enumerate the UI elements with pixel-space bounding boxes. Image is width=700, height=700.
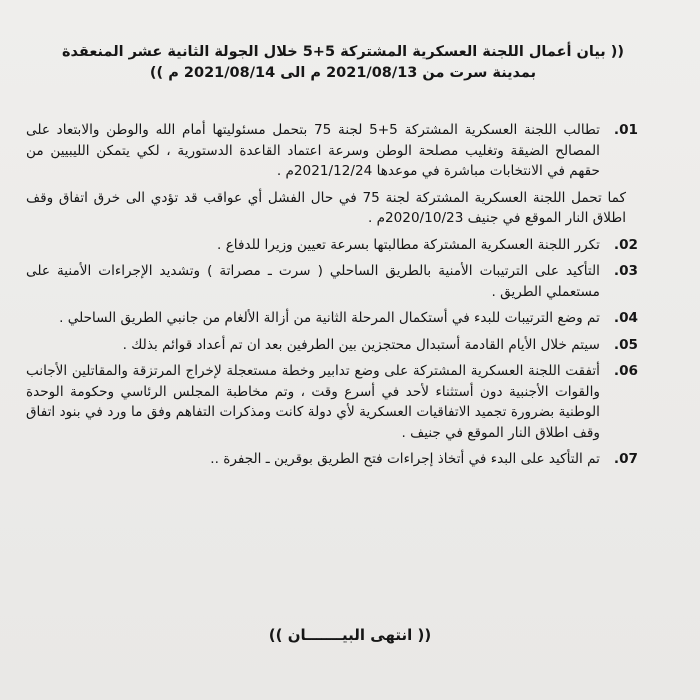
statement-item-05 <box>26 335 660 356</box>
item-text: سيتم خلال الأيام القادمة أستبدال محتجزين بين الطرفين بعد ان تم أعداد قوائم بذلك . <box>122 336 600 353</box>
item-number: .04 <box>613 310 638 326</box>
statement-item-07 <box>26 449 660 470</box>
statement-items <box>26 120 660 470</box>
item-text: تم التأكيد على البدء في أتخاذ إجراءات فتح الطريق بوقرين ـ الجفرة .. <box>210 451 600 467</box>
item-text: تطالب اللجنة العسكرية المشتركة 5+5 لجنة 75 بتحمل مسئوليتها أمام الله والوطن والابتعاد على المصالح الضيقة وتغليب مصلحة الوطن وسرعة اعتماد القاعدة الدستورية ، لكي يتمكن الليبيين من حقهم في الانتخابات مباشرة في موعدها 2021/12/24م . <box>26 122 600 179</box>
item-number: .07 <box>613 451 638 467</box>
statement-item-06 <box>26 361 660 443</box>
item-text: أتفقت اللجنة العسكرية المشتركة على وضع تدابير وخطة مستعجلة لإخراج المرتزقة والمقاتلين الأجانب والقوات الأجنبية دون أستثناء لأحد في أسرع وقت ، وتم مخاطبة المجلس الرئاسي وحكومة الوحدة الوطنية بضرورة تجميد الاتفاقيات العسكرية لأي دولة كانت ومذكرات التفاهم وفق ما ورد في بنود اتفاق وقف اطلاق النار الموقع في جنيف . <box>26 363 600 441</box>
statement-item-03 <box>26 261 660 302</box>
item-number: .02 <box>613 236 638 253</box>
statement-footer: (( انتهى البيـــــــان )) <box>268 626 432 644</box>
header-line-2: بمدينة سرت من 2021/08/13 م الى 2021/08/14 م )) <box>149 65 537 81</box>
statement-header <box>26 42 660 84</box>
item-text: التأكيد على الترتيبات الأمنية بالطريق الساحلي ( سرت ـ مصراتة ) وتشديد الإجراءات الأمنية على مستعملي الطريق . <box>26 263 600 300</box>
header-line-1: (( بيان أعمال اللجنة العسكرية المشتركة 5+5 خلال الجولة الثانية عشر المنعقدة <box>62 44 624 60</box>
item-number: .05 <box>613 336 638 353</box>
item-text: تم وضع الترتيبات للبدء في أستكمال المرحلة الثانية من أزالة الألغام من جانبي الطريق الساحلي . <box>59 310 600 326</box>
statement-item-01 <box>26 120 660 182</box>
item-number: .06 <box>613 363 638 379</box>
item-number: .03 <box>613 263 638 279</box>
statement-item-01-continuation: كما تحمل اللجنة العسكرية المشتركة لجنة 75 في حال الفشل أي عواقب قد تؤدي الى خرق اتفاق وقف اطلاق النار الموقع في جنيف 2020/10/23م . <box>26 189 626 226</box>
item-text: تكرر اللجنة العسكرية المشتركة مطالبتها بسرعة تعيين وزيرا للدفاع . <box>217 236 600 253</box>
statement-item-02 <box>26 235 660 256</box>
statement-item-04 <box>26 308 660 329</box>
item-number: .01 <box>613 122 638 138</box>
